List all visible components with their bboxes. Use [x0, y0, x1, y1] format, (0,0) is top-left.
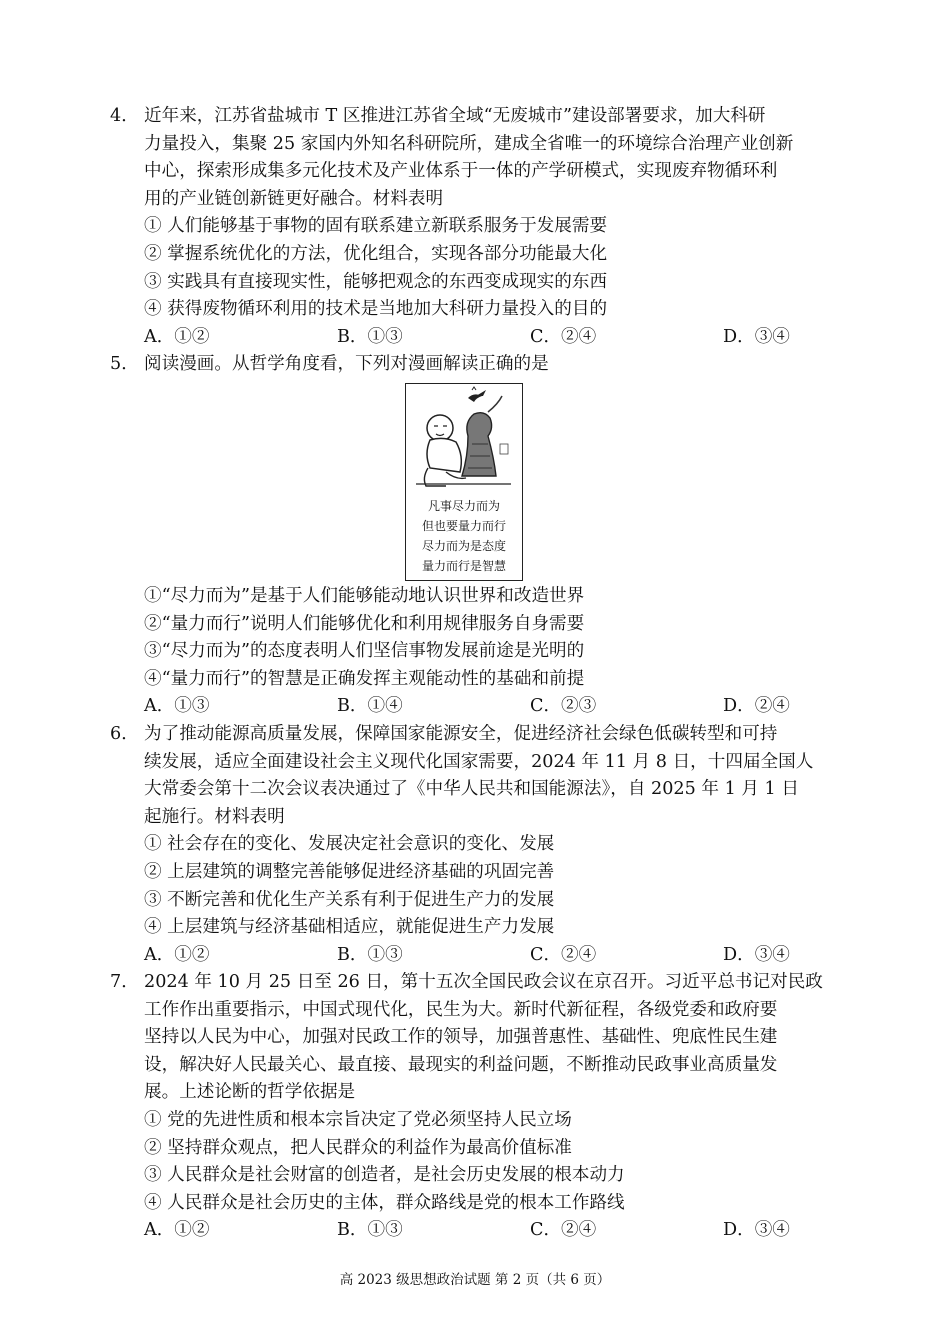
question-stem-line: 4． 近年来，江苏省盐城市 T 区推进江苏省全域“无废城市”建设部署要求，加大科研 — [110, 103, 855, 131]
question-stem-line: 工作作出重要指示，中国式现代化，民生为大。新时代新征程，各级党委和政府要 — [144, 999, 778, 1020]
statement-option: ② 坚持群众观点，把人民群众的利益作为最高价值标准 — [144, 1137, 572, 1158]
statement-option: ②“量力而行”说明人们能够优化和利用规律服务自身需要 — [144, 613, 585, 634]
choice-a[interactable]: A．①② — [144, 1220, 210, 1241]
choice-c[interactable]: C．②④ — [530, 326, 597, 347]
question-stem-line: 坚持以人民为中心，加强对民政工作的领导，加强普惠性、基础性、兜底性民生建 — [144, 1027, 778, 1048]
choice-c[interactable]: C．②③ — [530, 696, 597, 717]
choice-b[interactable]: B．①③ — [337, 326, 403, 347]
question-stem-line: 力量投入，集聚 25 家国内外知名科研院所，建成全省唯一的环境综合治理产业创新 — [144, 133, 794, 154]
statement-option: ④ 上层建筑与经济基础相适应，就能促进生产力发展 — [144, 917, 555, 938]
answer-choices — [110, 324, 855, 352]
choice-d[interactable]: D．②④ — [723, 696, 790, 717]
choice-a[interactable]: A．①③ — [144, 696, 210, 717]
answer-choices — [110, 693, 855, 721]
page-footer: 高 2023 级思想政治试题 第 2 页（共 6 页） — [339, 1272, 611, 1288]
answer-choices — [110, 1217, 855, 1245]
question-stem-line: 用的产业链创新链更好融合。材料表明 — [144, 188, 444, 209]
comic-caption-line: 尽力而为是态度 — [421, 539, 506, 553]
question-number: 7． — [110, 972, 139, 992]
statement-option: ③ 实践具有直接现实性，能够把观念的东西变成现实的东西 — [144, 271, 608, 292]
statement-option: ② 上层建筑的调整完善能够促进经济基础的巩固完善 — [144, 861, 555, 882]
question-4 — [110, 103, 855, 351]
question-number: 5． — [110, 354, 139, 374]
statement-option: ① 党的先进性质和根本宗旨决定了党必须坚持人民立场 — [144, 1109, 572, 1130]
question-stem-line: 展。上述论断的哲学依据是 — [144, 1082, 356, 1103]
question-stem-line: 续发展，适应全面建设社会主义现代化国家需要，2024 年 11 月 8 日，十四届全国人 — [144, 751, 814, 772]
statement-option: ③“尽力而为”的态度表明人们坚信事物发展前途是光明的 — [144, 641, 585, 662]
choice-a[interactable]: A．①② — [144, 944, 210, 965]
choice-b[interactable]: B．①③ — [337, 1220, 403, 1241]
choice-d[interactable]: D．③④ — [723, 944, 790, 965]
choice-b[interactable]: B．①④ — [337, 696, 403, 717]
comic-drawing — [406, 384, 521, 494]
question-stem-line: 5． 阅读漫画。从哲学角度看，下列对漫画解读正确的是 — [110, 351, 855, 379]
comic-caption-line: 凡事尽力而为 — [427, 499, 500, 513]
choice-d[interactable]: D．③④ — [723, 326, 790, 347]
answer-choices — [110, 942, 855, 970]
statement-option: ① 社会存在的变化、发展决定社会意识的变化、发展 — [144, 834, 555, 855]
statement-option: ③ 人民群众是社会财富的创造者，是社会历史发展的根本动力 — [144, 1165, 625, 1186]
question-5 — [110, 351, 855, 379]
question-5-options — [110, 583, 855, 721]
statement-option: ④ 获得废物循环利用的技术是当地加大科研力量投入的目的 — [144, 299, 608, 320]
choice-a[interactable]: A．①② — [144, 326, 210, 347]
comic-image — [405, 383, 523, 581]
question-number: 6． — [110, 724, 139, 744]
statement-option: ③ 不断完善和优化生产关系有利于促进生产力的发展 — [144, 889, 555, 910]
choice-c[interactable]: C．②④ — [530, 1220, 597, 1241]
comic-caption-line: 量力而行是智慧 — [421, 559, 506, 573]
question-stem-line: 起施行。材料表明 — [144, 806, 285, 827]
question-stem-line: 大常委会第十二次会议表决通过了《中华人民共和国能源法》，自 2025 年 1 月 1 日 — [144, 779, 799, 800]
statement-option: ② 掌握系统优化的方法，优化组合，实现各部分功能最大化 — [144, 243, 608, 264]
question-number: 4． — [110, 106, 139, 126]
choice-c[interactable]: C．②④ — [530, 944, 597, 965]
statement-option: ① 人们能够基于事物的固有联系建立新联系服务于发展需要 — [144, 216, 608, 237]
question-stem-line: 7． 2024 年 10 月 25 日至 26 日，第十五次全国民政会议在京召开。习近平总书记对民政 — [110, 969, 855, 997]
question-6 — [110, 721, 855, 969]
choice-d[interactable]: D．③④ — [723, 1220, 790, 1241]
question-stem-line: 中心，探索形成集多元化技术及产业体系于一体的产学研模式，实现废弃物循环利 — [144, 161, 778, 182]
choice-b[interactable]: B．①③ — [337, 944, 403, 965]
question-stem-line: 设，解决好人民最关心、最直接、最现实的利益问题，不断推动民政事业高质量发 — [144, 1054, 778, 1075]
comic-caption — [406, 496, 522, 576]
statement-option: ①“尽力而为”是基于人们能够能动地认识世界和改造世界 — [144, 586, 585, 606]
statement-option: ④ 人民群众是社会历史的主体，群众路线是党的根本工作路线 — [144, 1192, 625, 1213]
question-stem-line: 6． 为了推动能源高质量发展，保障国家能源安全，促进经济社会绿色低碳转型和可持 — [110, 721, 855, 749]
question-7 — [110, 969, 855, 1245]
statement-option: ④“量力而行”的智慧是正确发挥主观能动性的基础和前提 — [144, 668, 585, 689]
comic-caption-line: 但也要量力而行 — [421, 519, 506, 533]
